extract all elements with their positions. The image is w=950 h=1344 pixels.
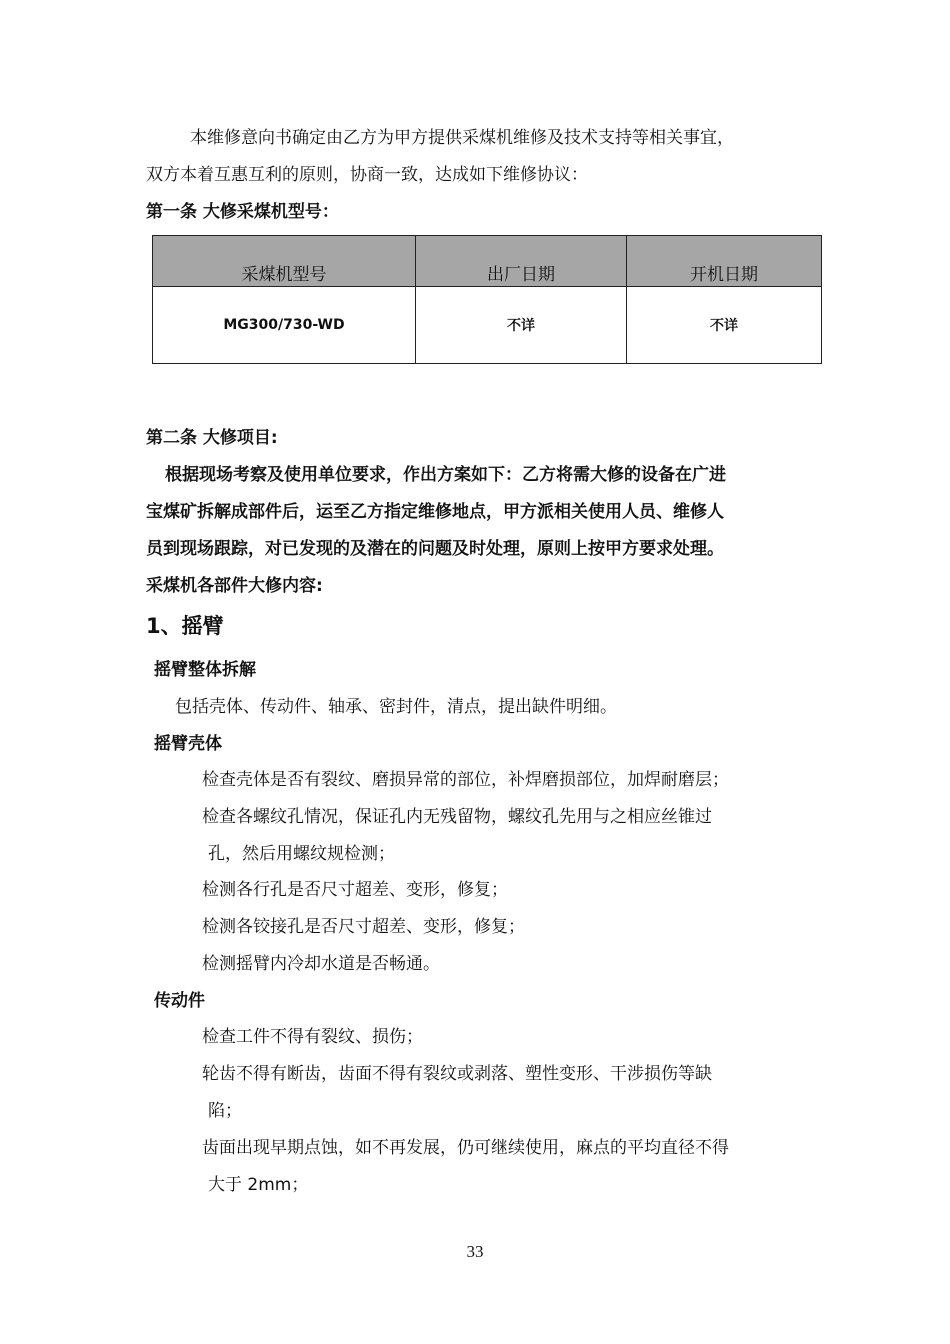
sub3-line-2: 轮齿不得有断齿，齿面不得有裂纹或剥落、塑性变形、干涉损伤等缺 <box>202 1064 712 1084</box>
article2-para-line-2: 宝煤矿拆解成部件后，运至乙方指定维修地点，甲方派相关使用人员、维修人 <box>146 502 724 522</box>
page-number: 33 <box>466 1242 484 1261</box>
header-factory-date: 出厂日期 <box>416 236 627 287</box>
cell-factory-date: 不详 <box>416 287 627 364</box>
sub2-line-2: 检查各螺纹孔情况，保证孔内无残留物，螺纹孔先用与之相应丝锥过 <box>202 807 712 827</box>
table-header-row <box>153 236 822 287</box>
article2-para-line-3: 员到现场跟踪，对已发现的及潜在的问题及时处理，原则上按甲方要求处理。 <box>146 539 724 559</box>
sub2-line-4: 检测各行孔是否尺寸超差、变形，修复； <box>202 880 508 900</box>
intro-line-1: 本维修意向书确定由乙方为甲方提供采煤机维修及技术支持等相关事宜， <box>190 128 734 148</box>
sub2-line-3: 孔，然后用螺纹规检测； <box>208 844 395 864</box>
article2-heading: 第二条 大修项目: <box>146 428 278 448</box>
content-heading: 采煤机各部件大修内容: <box>146 576 323 596</box>
sub1-line-1: 包括壳体、传动件、轴承、密封件，清点，提出缺件明细。 <box>175 697 617 717</box>
sub2-heading: 摇臂壳体 <box>154 734 222 754</box>
section1-title: 1、摇臂 <box>146 614 224 638</box>
sub1-heading: 摇臂整体拆解 <box>154 660 256 680</box>
article1-heading: 第一条 大修采煤机型号： <box>146 202 339 222</box>
sub2-line-1: 检查壳体是否有裂纹、磨损异常的部位，补焊磨损部位，加焊耐磨层； <box>202 770 729 790</box>
sub3-line-3: 陷； <box>208 1101 242 1121</box>
cell-start-date: 不详 <box>627 287 822 364</box>
article2-para-line-1: 根据现场考察及使用单位要求，作出方案如下：乙方将需大修的设备在广进 <box>165 465 726 485</box>
sub2-line-5: 检测各铰接孔是否尺寸超差、变形，修复； <box>202 917 525 937</box>
sub3-line-5: 大于 2mm； <box>208 1175 309 1195</box>
cell-model: MG300/730-WD <box>153 287 416 364</box>
model-table <box>152 235 822 364</box>
sub2-line-6: 检测摇臂内冷却水道是否畅通。 <box>202 954 440 974</box>
intro-line-2: 双方本着互惠互利的原则，协商一致，达成如下维修协议： <box>146 165 588 185</box>
header-start-date: 开机日期 <box>627 236 822 287</box>
sub3-line-4: 齿面出现早期点蚀，如不再发展，仍可继续使用，麻点的平均直径不得 <box>202 1138 729 1158</box>
table-row <box>153 287 822 364</box>
header-model: 采煤机型号 <box>153 236 416 287</box>
sub3-heading: 传动件 <box>154 991 205 1011</box>
sub3-line-1: 检查工件不得有裂纹、损伤； <box>202 1027 423 1047</box>
